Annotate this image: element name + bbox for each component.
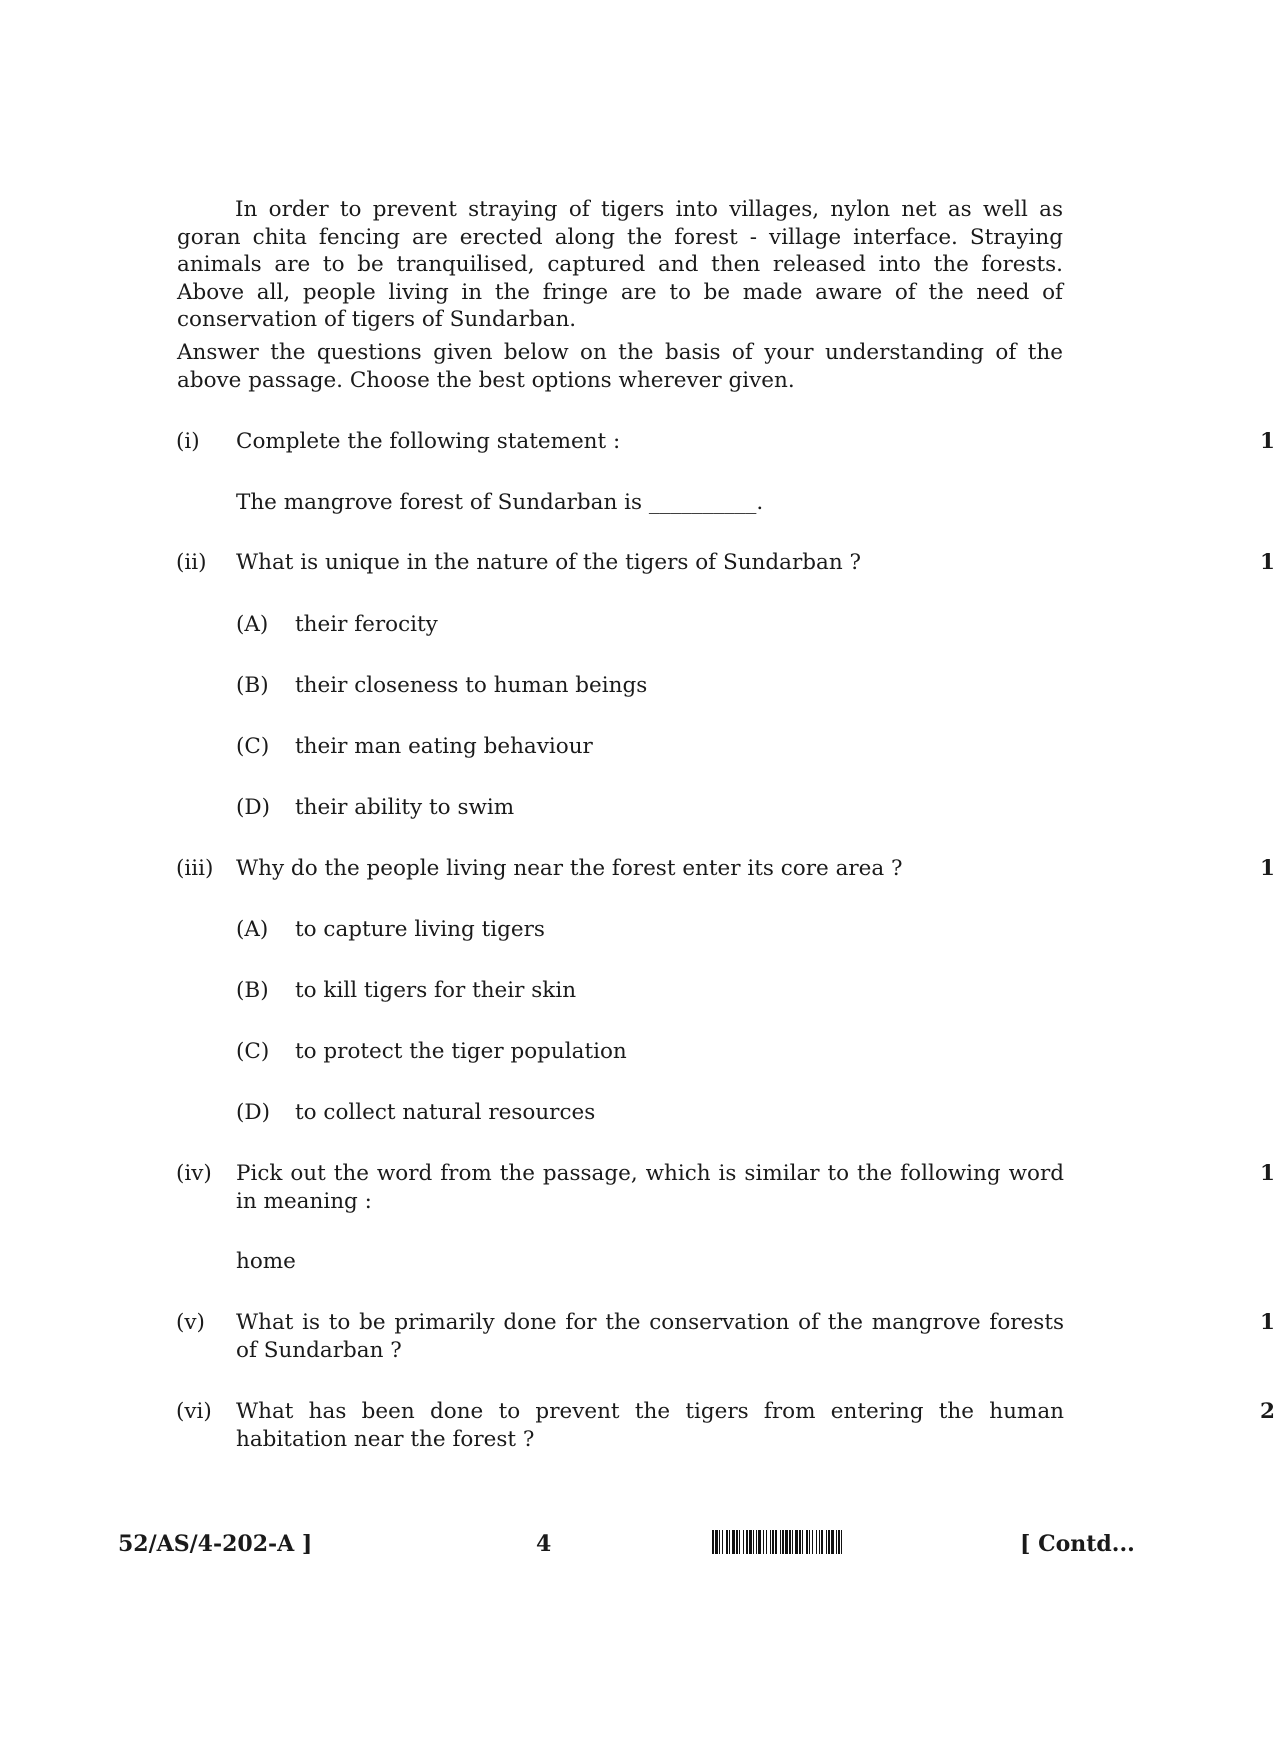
- continued-label: [ Contd...: [1020, 1531, 1135, 1557]
- option-text: to protect the tiger population: [295, 1039, 627, 1064]
- option-label: (B): [236, 978, 269, 1003]
- question-marks: 1: [1260, 429, 1275, 454]
- option-text: to kill tigers for their skin: [295, 978, 577, 1003]
- question-text: Pick out the word from the passage, which is similar to the following word in meaning :: [236, 1161, 1064, 1214]
- option-label: (A): [236, 612, 269, 637]
- option-label: (D): [236, 1100, 271, 1125]
- barcode-graphic: [712, 1530, 1012, 1554]
- option-label: (D): [236, 795, 271, 820]
- option-text: to collect natural resources: [295, 1100, 596, 1125]
- question-marks: 1: [1260, 856, 1275, 881]
- question-text: Why do the people living near the forest enter its core area ?: [236, 856, 903, 881]
- option-text: their man eating behaviour: [295, 734, 593, 759]
- question-number: (i): [176, 429, 200, 454]
- question-marks: 1: [1260, 1161, 1275, 1186]
- given-word: home: [236, 1249, 296, 1274]
- barcode-stripe: [842, 1530, 845, 1554]
- question-marks: 1: [1260, 1310, 1275, 1335]
- option-text: their ferocity: [295, 612, 438, 637]
- option-label: (A): [236, 917, 269, 942]
- option-text: to capture living tigers: [295, 917, 545, 942]
- question-text: What has been done to prevent the tigers from entering the human habitation near the forest ?: [236, 1399, 1064, 1452]
- question-text: What is to be primarily done for the conservation of the mangrove forests of Sundarban ?: [236, 1310, 1064, 1363]
- question-number: (ii): [176, 550, 207, 575]
- question-number: (v): [176, 1310, 205, 1335]
- instructions: Answer the questions given below on the basis of your understanding of the above passage. Choose the best options wherever given.: [177, 340, 1063, 393]
- fill-in-statement: The mangrove forest of Sundarban is __________.: [236, 490, 764, 515]
- question-text: Complete the following statement :: [236, 429, 621, 454]
- question-marks: 2: [1260, 1399, 1275, 1424]
- question-number: (vi): [176, 1399, 212, 1424]
- question-number: (iv): [176, 1161, 212, 1186]
- question-number: (iii): [176, 856, 214, 881]
- option-text: their closeness to human beings: [295, 673, 648, 698]
- option-label: (C): [236, 1039, 270, 1064]
- page-number: 4: [536, 1531, 552, 1557]
- question-marks: 1: [1260, 550, 1275, 575]
- option-label: (B): [236, 673, 269, 698]
- question-text: What is unique in the nature of the tigers of Sundarban ?: [236, 550, 862, 575]
- passage-paragraph: In order to prevent straying of tigers into villages, nylon net as well as goran chita fencing are erected along the forest - village interface. Straying animals are to be tranquilised, captured and then released into the forests. Above all, people living in the fringe are to be made aware of the need of conservation of tigers of Sundarban.: [177, 197, 1063, 332]
- option-text: their ability to swim: [295, 795, 515, 820]
- option-label: (C): [236, 734, 270, 759]
- paper-code: 52/AS/4-202-A ]: [118, 1531, 313, 1557]
